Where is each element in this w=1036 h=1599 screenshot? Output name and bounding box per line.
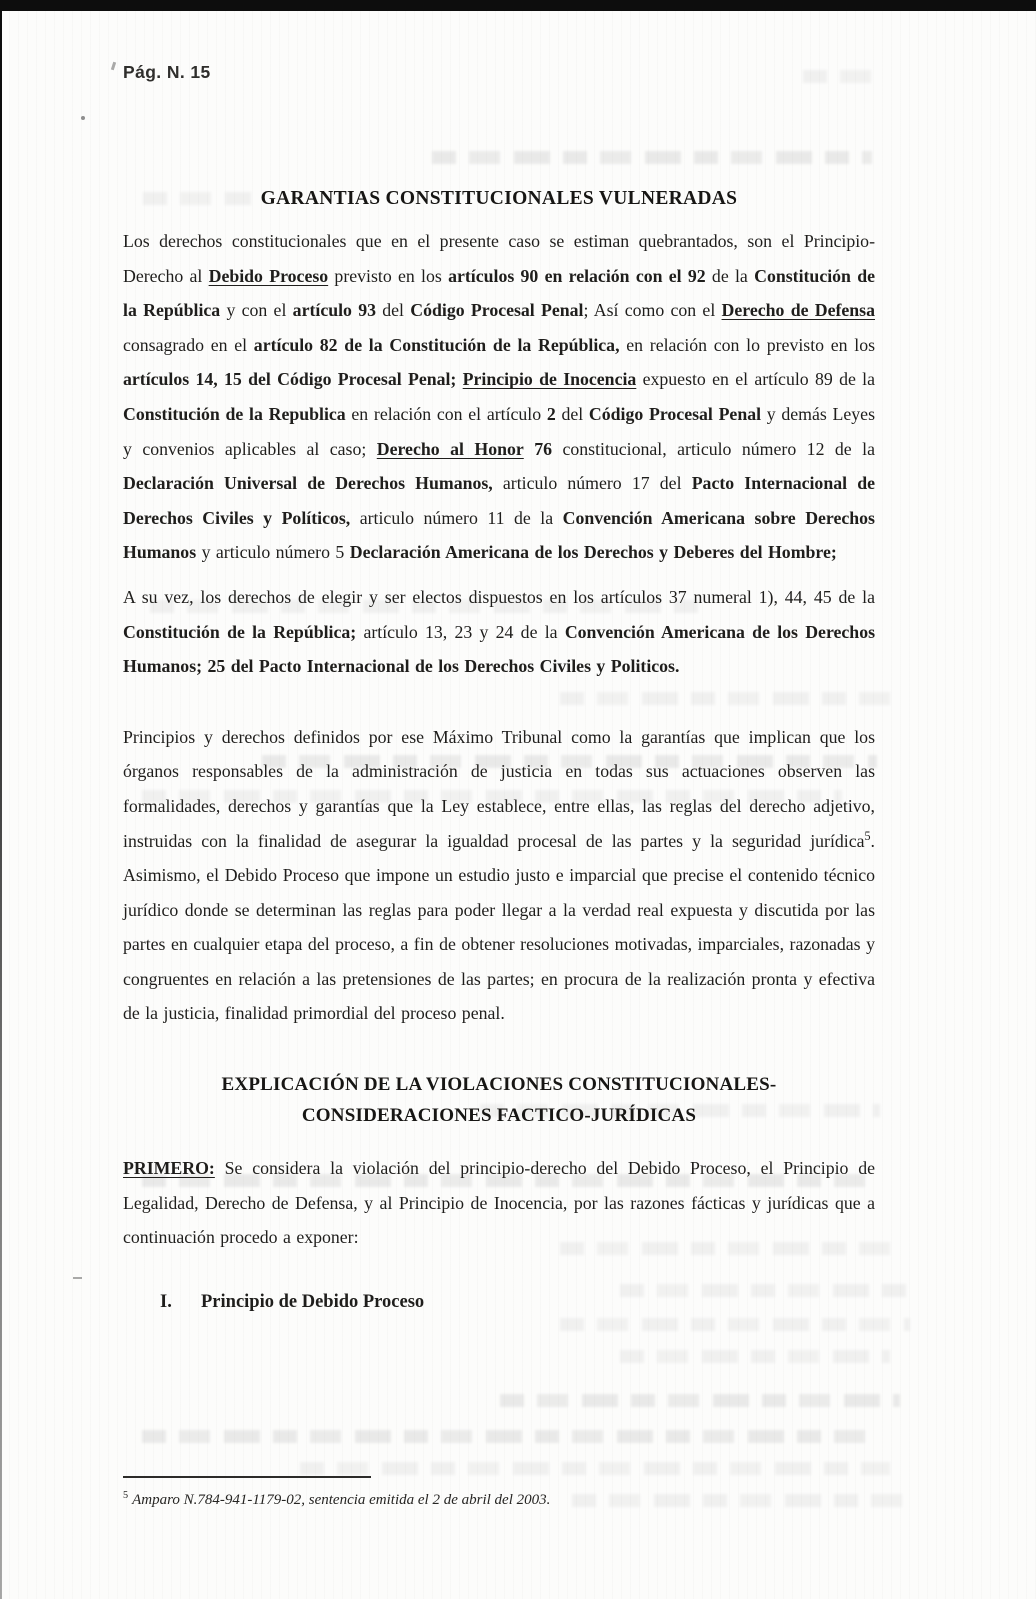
document-body <box>123 186 875 1315</box>
scan-speck <box>73 1277 82 1279</box>
bleedthrough-artifact <box>300 1462 890 1475</box>
list-item-principio-debido-proceso <box>123 1289 875 1315</box>
bleedthrough-artifact <box>142 1430 877 1443</box>
footnote-marker: 5 <box>123 1490 129 1501</box>
paragraph-primero: PRIMERO: Se considera la violación del principio-derecho del Debido Proceso, el Principio de Legalidad, Derecho de Defensa, y al Principio de Inocencia, por las razones fácticas y jurídicas que a continuación procedo a exponer: <box>123 1158 875 1248</box>
footnote-rule <box>123 1476 371 1478</box>
footnote <box>123 1492 823 1509</box>
scan-speck <box>81 116 85 120</box>
bleedthrough-artifact <box>560 1318 910 1331</box>
scan-edge-left <box>0 0 2 1599</box>
section-heading-line2: CONSIDERACIONES FACTICO-JURÍDICAS <box>301 1105 697 1127</box>
paragraph-derechos-electorales: A su vez, los derechos de elegir y ser electos dispuestos en los artículos 37 numeral 1), 44, 45 de la Constitución de la República; artículo 13, 23 y 24 de la Convención Americana de los Derechos Humanos; 25 del Pacto Internacional de los Derechos Civiles y Politicos. <box>123 586 876 677</box>
bleedthrough-artifact <box>803 70 881 83</box>
page-number: Pág. N. 15 <box>123 62 211 82</box>
scan-edge-top <box>0 0 1036 11</box>
list-item-marker: I. <box>160 1291 172 1312</box>
scan-speck <box>111 62 116 71</box>
bleedthrough-artifact <box>432 151 872 164</box>
section-heading <box>123 1069 875 1131</box>
footnote-text: Amparo N.784-941-1179-02, sentencia emitida el 2 de abril del 2003. <box>132 1492 551 1508</box>
section-heading-line1: EXPLICACIÓN DE LA VIOLACIONES CONSTITUCIONALES- <box>221 1074 777 1096</box>
bleedthrough-artifact <box>620 1350 890 1363</box>
paragraph-definicion-debido-proceso: Principios y derechos definidos por ese Máximo Tribunal como la garantías que implican que los órganos responsables de la administración de justicia en todas sus actuaciones observen las formalidades, derechos y garantías que la Ley establece, entre ellas, las reglas del derecho adjetivo, instruidas con la finalidad de asegurar la igualdad procesal de las partes y la seguridad jurídica$^5$. Asimismo, el Debido Proceso que impone un estudio justo e imparcial que precise el contenido técnico jurídico donde se determinan las reglas para poder llegar a la verdad real expuesta y discutida por las partes en cualquier etapa del proceso, a fin de obtener resoluciones motivadas, imparciales, razonadas y congruentes en relación a las pretensiones de las partes; en procura de la realización pronta y efectiva de la justicia, finalidad primordial del proceso penal. <box>123 726 875 1024</box>
list-item-label: Principio de Debido Proceso <box>201 1291 425 1312</box>
paragraph-garantias-vulneradas: Los derechos constitucionales que en el presente caso se estiman quebrantados, son el Principio-Derecho al Debido Proceso previsto en los artículos 90 en relación con el 92 de la Constitución de la República y con el artículo 93 del Código Procesal Penal; Así como con el Derecho de Defensa consagrado en el artículo 82 de la Constitución de la República, en relación con lo previsto en los artículos 14, 15 del Código Procesal Penal; Principio de Inocencia expuesto en el artículo 89 de la Constitución de la Republica en relación con el artículo 2 del Código Procesal Penal y demás Leyes y convenios aplicables al caso; Derecho al Honor 76 constitucional, articulo número 12 de la Declaración Universal de Derechos Humanos, articulo número 17 del Pacto Internacional de Derechos Civiles y Políticos, articulo número 11 de la Convención Americana sobre Derechos Humanos y articulo número 5 Declaración Americana de los Derechos y Deberes del Hombre; <box>123 231 876 563</box>
document-title: GARANTIAS CONSTITUCIONALES VULNERADAS <box>260 188 738 209</box>
bleedthrough-artifact <box>500 1394 900 1407</box>
